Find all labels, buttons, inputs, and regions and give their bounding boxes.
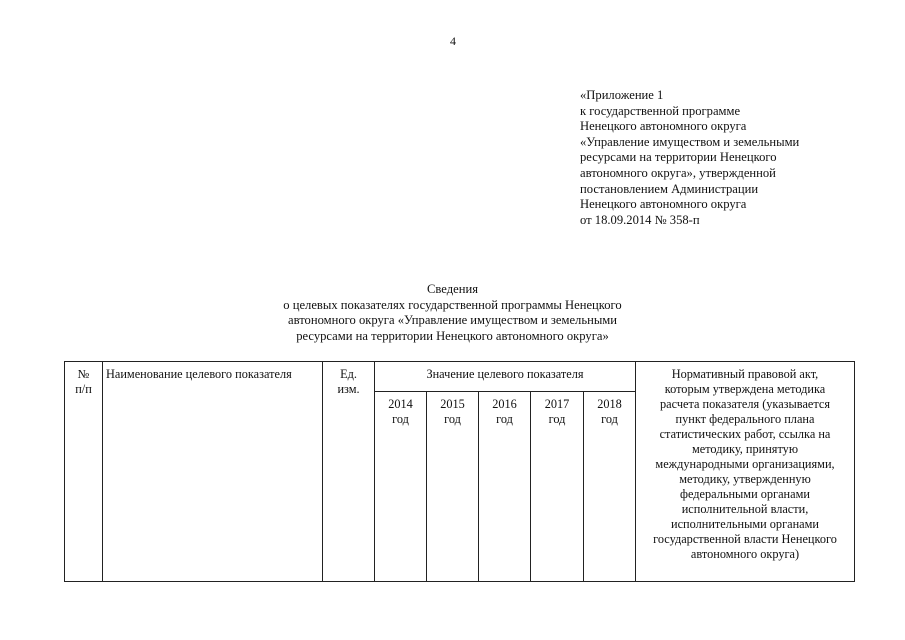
legal-act-line: международными организациями, [655, 457, 835, 471]
indicators-table [64, 361, 855, 582]
year-unit: год [392, 412, 409, 426]
legal-act-line: федеральными органами [680, 487, 810, 501]
header-indicator-name: Наименование целевого показателя [103, 362, 323, 582]
legal-act-line: расчета показателя (указывается [660, 397, 830, 411]
appendix-line: ресурсами на территории Ненецкого [580, 150, 777, 165]
legal-act-line: пункт федерального плана [675, 412, 815, 426]
legal-act-line: которым утверждена методика [664, 382, 826, 396]
appendix-line: Ненецкого автономного округа [580, 197, 747, 212]
year-value: 2015 [440, 397, 465, 411]
appendix-line: «Приложение 1 [580, 88, 664, 102]
appendix-line: Ненецкого автономного округа [580, 119, 747, 134]
legal-act-line: исполнительными органами [671, 517, 819, 531]
appendix-note [580, 88, 900, 228]
document-title [200, 282, 705, 344]
legal-act-line: государственной власти Ненецкого [653, 532, 837, 546]
year-value: 2017 [544, 397, 570, 411]
year-value: 2018 [597, 397, 622, 411]
appendix-line: к государственной программе [580, 103, 741, 118]
legal-act-line: статистических работ, ссылка на [659, 427, 831, 441]
title-line: автономного округа «Управление имуществом и земельными [288, 313, 617, 328]
header-number-abbr: п/п [75, 382, 92, 396]
year-unit: год [444, 412, 461, 426]
appendix-line: «Управление имуществом и земельными [580, 134, 800, 149]
year-cell-2017 [531, 392, 584, 582]
year-value: 2016 [492, 397, 517, 411]
page-number: 4 [450, 34, 456, 48]
appendix-line: от 18.09.2014 № 358-п [580, 212, 700, 227]
legal-act-line: методику, утвержденную [679, 472, 811, 486]
header-indicator-values: Значение целевого показателя [375, 362, 636, 392]
year-cell-2016 [479, 392, 531, 582]
header-unit-cell [323, 362, 375, 582]
year-value: 2014 [388, 397, 413, 411]
year-cell-2018 [584, 392, 636, 582]
year-unit: год [601, 412, 618, 426]
title-line: ресурсами на территории Ненецкого автономного округа» [296, 328, 609, 343]
appendix-line: автономного округа», утвержденной [580, 165, 776, 180]
appendix-line: постановлением Администрации [580, 181, 759, 196]
header-number-symbol: № [77, 367, 90, 381]
year-cell-2014 [375, 392, 427, 582]
year-cell-2015 [427, 392, 479, 582]
header-number-cell [65, 362, 103, 582]
header-legal-act-cell [636, 362, 855, 582]
title-line: Сведения [427, 282, 478, 296]
year-unit: год [548, 412, 566, 426]
year-unit: год [496, 412, 513, 426]
legal-act-line: методику, принятую [691, 442, 799, 456]
legal-act-line: Нормативный правовой акт, [671, 367, 819, 381]
header-unit-line: изм. [337, 382, 360, 396]
title-line: о целевых показателях государственной программы Ненецкого [283, 297, 622, 312]
header-unit-line: Ед. [340, 367, 357, 381]
legal-act-line: исполнительной власти, [681, 502, 809, 516]
legal-act-line: автономного округа) [690, 547, 800, 561]
